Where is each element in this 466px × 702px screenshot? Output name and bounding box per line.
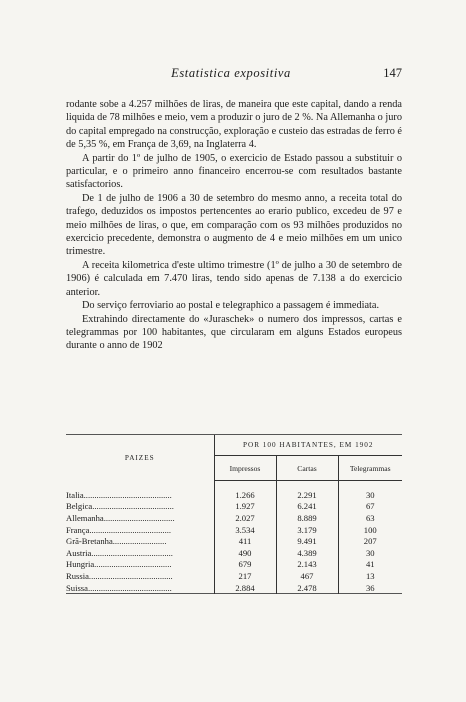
country-cell: Russia....................................... — [66, 570, 173, 581]
impressos-cell: 2.884 — [214, 582, 276, 594]
telegrammas-cell: 36 — [338, 582, 402, 594]
impressos-cell: 1.927 — [214, 501, 276, 513]
telegrammas-cell: 30 — [338, 489, 402, 501]
table-row — [66, 524, 402, 536]
page-number: 147 — [383, 66, 402, 80]
telegrammas-cell: 41 — [338, 559, 402, 571]
table-row — [66, 559, 402, 571]
paragraph: rodante sobe a 4.257 milhões de liras, de maneira que este capital, dando a renda liquida de 78 milhões e meio, vem a produzir o juro de 2 %. Na Allemanha o juro do capital empregado na construcção, exploração e custeio das estradas de ferro é de 5,35 %, em França de 3,69, na Inglaterra 4. — [66, 99, 402, 151]
cartas-cell: 6.241 — [276, 501, 338, 513]
impressos-cell: 411 — [214, 535, 276, 547]
column-header-cartas: Cartas — [276, 456, 338, 481]
column-header-telegrammas: Telegrammas — [338, 456, 402, 481]
group-header: POR 100 HABITANTES, EM 1902 — [214, 435, 402, 456]
country-cell: Grã-Bretanha......................... — [66, 536, 167, 547]
statistics-table — [66, 434, 402, 594]
row-header-paizes: PAIZES — [124, 453, 155, 462]
column-header-impressos: Impressos — [214, 456, 276, 481]
impressos-cell: 217 — [214, 570, 276, 582]
cartas-cell: 8.889 — [276, 512, 338, 524]
paragraph: A partir do 1º de julho de 1905, o exercicio de Estado passou a substituir o particular, e o primeiro anno financeiro encerrou-se com resultados bastante satisfactorios. — [66, 152, 402, 191]
paragraph: A receita kilometrica d'este ultimo trimestre (1º de julho a 30 de setembro de 1906) é calculada em 7.470 liras, tendo sido apenas de 7.138 a do exercicio anterior. — [66, 259, 402, 298]
table-row — [66, 535, 402, 547]
country-cell: Allemanha................................. — [66, 512, 175, 523]
cartas-cell: 2.478 — [276, 582, 338, 594]
country-cell: Austria...................................... — [66, 547, 173, 558]
cartas-cell: 467 — [276, 570, 338, 582]
country-cell: Suissa....................................... — [66, 582, 172, 593]
country-cell: Italia......................................... — [66, 489, 172, 500]
table-row — [66, 582, 402, 594]
running-title: Estatistica expositiva — [171, 66, 291, 80]
table-row — [66, 547, 402, 559]
table-row — [66, 512, 402, 524]
cartas-cell: 2.143 — [276, 559, 338, 571]
telegrammas-cell: 67 — [338, 501, 402, 513]
telegrammas-cell: 13 — [338, 570, 402, 582]
paragraph: Extrahindo directamente do «Juraschek» o numero dos impressos, cartas e telegrammas por 100 habitantes, que circularam em alguns Estados europeus durante o anno de 1902 — [66, 313, 402, 352]
table-row — [66, 489, 402, 501]
table-row — [66, 570, 402, 582]
impressos-cell: 3.534 — [214, 524, 276, 536]
telegrammas-cell: 63 — [338, 512, 402, 524]
body-text — [66, 98, 402, 353]
country-cell: França...................................... — [66, 524, 172, 535]
telegrammas-cell: 100 — [338, 524, 402, 536]
page-header — [60, 66, 402, 82]
impressos-cell: 679 — [214, 559, 276, 571]
telegrammas-cell: 30 — [338, 547, 402, 559]
cartas-cell: 9.491 — [276, 535, 338, 547]
country-cell: Belgica...................................... — [66, 501, 174, 512]
table-header-row — [66, 435, 402, 456]
country-cell: Hungria.................................... — [66, 559, 172, 570]
impressos-cell: 1.266 — [214, 489, 276, 501]
telegrammas-cell: 207 — [338, 535, 402, 547]
impressos-cell: 2.027 — [214, 512, 276, 524]
paragraph: Do serviço ferroviario ao postal e telegraphico a passagem é immediata. — [82, 300, 380, 312]
table-row — [66, 501, 402, 513]
cartas-cell: 4.389 — [276, 547, 338, 559]
impressos-cell: 490 — [214, 547, 276, 559]
cartas-cell: 2.291 — [276, 489, 338, 501]
paragraph: De 1 de julho de 1906 a 30 de setembro do mesmo anno, a receita total do trafego, deduzidos os impostos pertencentes ao erario publico, excedeu de 97 e meio milhões de liras, o que, em comparação com os 93 milhões produzidos no exercicio precedente, demonstra o augmento de 4 e meio milhões em um unico trimestre. — [66, 192, 402, 258]
cartas-cell: 3.179 — [276, 524, 338, 536]
